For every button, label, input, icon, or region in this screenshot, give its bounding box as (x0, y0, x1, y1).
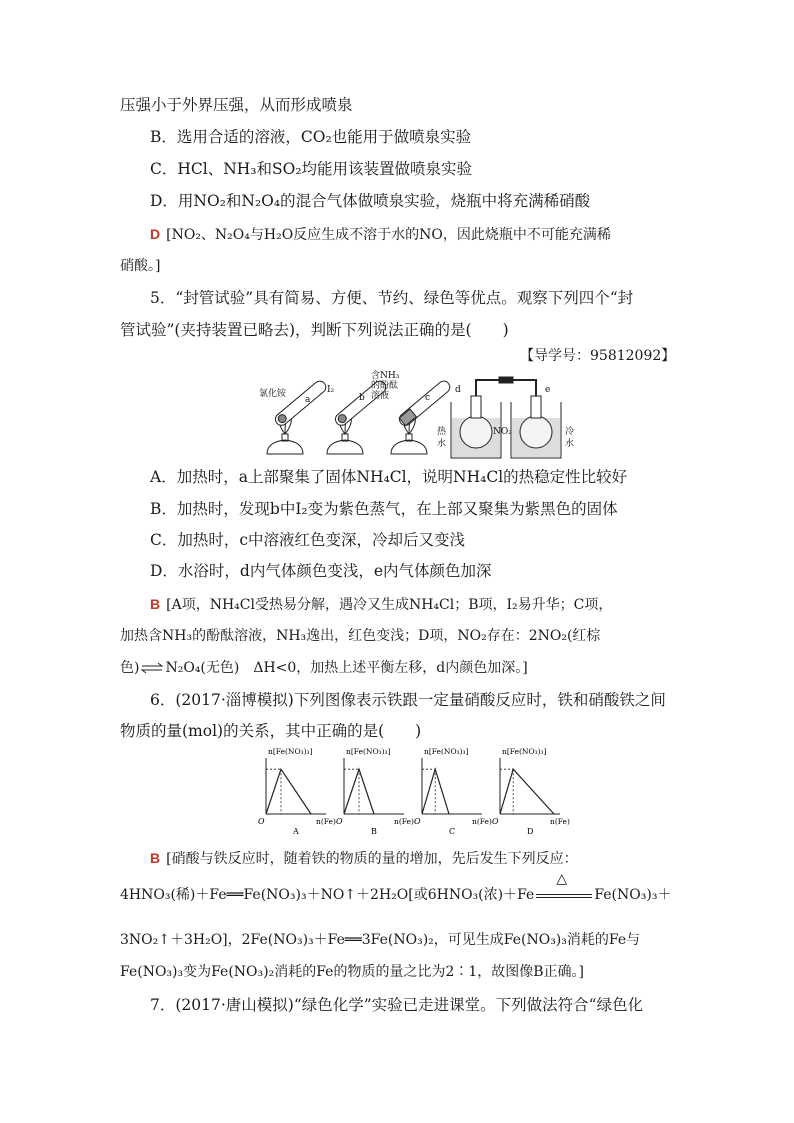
q6-stem-line1: 6．(2017·淄博模拟)下列图像表示铁跟一定量硝酸反应时，铁和硝酸铁之间 (150, 691, 666, 709)
q6-answer-line2: 4HNO₃(稀)＋Fe══Fe(NO₃)₃＋NO↑＋2H₂O[或6HNO₃(浓)＋Fe △ Fe(NO₃)₃＋ (120, 871, 672, 903)
q5-answer-line1: B [A项，NH₄Cl受热易分解，遇冷又生成NH₄Cl；B项，I₂易升华；C项， (150, 596, 613, 613)
q6-answer-line3: 3NO₂↑＋3H₂O]，2Fe(NO₃)₃＋Fe══3Fe(NO₃)₂，可见生成Fe(NO₃)₃消耗的Fe与 (120, 932, 641, 948)
q4-stem-continuation: 压强小于外界压强，从而形成喷泉 (120, 96, 353, 114)
q4-answer-line2: 硝酸。] (120, 258, 161, 274)
q5-answer-line2: 加热含NH₃的酚酞溶液，NH₃逸出，红色变浅；D项，NO₂存在：2NO₂(红棕 (120, 628, 601, 644)
q6-graphs (258, 746, 570, 836)
label-hot-1: 热 (437, 427, 447, 437)
graph-curve (266, 769, 311, 814)
q5-answer-letter: B (150, 596, 161, 612)
label-c-reagent-1: 含NH₃ (371, 371, 400, 381)
q4-option-d: D．用NO₂和N₂O₄的混合气体做喷泉实验，烧瓶中将充满稀硝酸 (150, 192, 591, 210)
graph-ylabel: n[Fe(NO₃)₃] (502, 747, 547, 756)
q6-answer-letter: B (150, 850, 161, 866)
label-c: c (425, 393, 431, 403)
q5-answer-line3: 色) N₂O₄(无色) ΔH<0，加热上述平衡左移，d内颜色加深。] (120, 660, 528, 676)
label-a: a (305, 395, 311, 405)
graph-option-label: B (371, 827, 377, 836)
q4-option-b: B．选用合适的溶液，CO₂也能用于做喷泉实验 (150, 128, 472, 146)
reversible-arrow-icon (141, 661, 163, 675)
q6-stem-line2: 物质的量(mol)的关系，其中正确的是( ) (120, 722, 422, 740)
label-nh4cl: 氯化铵 (259, 389, 287, 399)
q5-option-c: C．加热时，c中溶液红色变深，冷却后又变浅 (150, 531, 466, 549)
label-cold-2: 水 (565, 439, 575, 449)
graph-ylabel: n[Fe(NO₃)₃] (424, 747, 469, 756)
label-cold-1: 冷 (565, 427, 575, 437)
tube-c (397, 379, 452, 428)
q4-answer-line1: D [NO₂、N₂O₄与H₂O反应生成不溶于水的NO，因此烧瓶中不可能充满稀 (150, 226, 611, 243)
q4-answer-letter: D (150, 226, 161, 242)
q5-option-a: A．加热时，a上部聚集了固体NH₄Cl，说明NH₄Cl的热稳定性比较好 (150, 468, 628, 486)
label-i2: I₂ (327, 385, 335, 395)
graph-xlabel: n(Fe) (316, 817, 336, 826)
graph-curve (344, 769, 374, 814)
q6-answer-line4: Fe(NO₃)₃变为Fe(NO₃)₂消耗的Fe的物质的量之比为2∶1，故图像B正确。] (120, 964, 585, 980)
q5-option-d: D．水浴时，d内气体颜色变浅，e内气体颜色加深 (150, 562, 492, 580)
q5-stem-line1: 5．“封管试验”具有简易、方便、节约、绿色等优点。观察下列四个“封 (150, 289, 634, 307)
graph-xlabel: n(Fe) (472, 817, 492, 826)
q7-stem-line1: 7．(2017·唐山模拟)“绿色化学”实验已走进课堂。下列做法符合“绿色化 (150, 996, 644, 1014)
q6-answer-line1: B [硝酸与铁反应时，随着铁的物质的量的增加，先后发生下列反应： (150, 850, 578, 867)
q4-option-c: C．HCl、NH₃和SO₂均能用该装置做喷泉实验 (150, 160, 473, 178)
graph-origin: O (492, 817, 499, 826)
graph-option-label: A (293, 827, 299, 836)
graph-ylabel: n[Fe(NO₃)₃] (346, 747, 391, 756)
label-b: b (359, 393, 365, 403)
graph-origin: O (414, 817, 421, 826)
graph-origin: O (336, 817, 343, 826)
graph-xlabel: n(Fe) (550, 817, 570, 826)
q5-guide-number: 【导学号：95812092】 (520, 348, 676, 364)
label-c-reagent-2: 的酚酞 (371, 381, 399, 391)
q5-stem-line2: 管试验”(夹持装置已略去)，判断下列说法正确的是( ) (120, 321, 509, 339)
tube-a (273, 379, 328, 428)
label-e: e (545, 385, 551, 395)
graph-option-label: C (449, 827, 456, 836)
graph-ylabel: n[Fe(NO₃)₃] (268, 747, 313, 756)
heat-triangle-icon: △ (556, 871, 568, 887)
sealed-tube-figure (255, 372, 585, 462)
cold-water-beaker (511, 396, 561, 458)
heating-arrow (534, 871, 594, 905)
graph-origin: O (258, 817, 265, 826)
label-c-reagent-3: 溶液 (371, 391, 390, 401)
label-no2: NO₂ (493, 427, 512, 437)
graph-curve (500, 769, 554, 814)
graph-xlabel: n(Fe) (394, 817, 414, 826)
label-d: d (455, 385, 461, 395)
graph-option-label: D (527, 827, 534, 836)
q5-option-b: B．加热时，发现b中I₂变为紫色蒸气，在上部又聚集为紫黑色的固体 (150, 500, 618, 518)
label-hot-2: 水 (437, 439, 447, 449)
graph-curve (422, 769, 449, 814)
